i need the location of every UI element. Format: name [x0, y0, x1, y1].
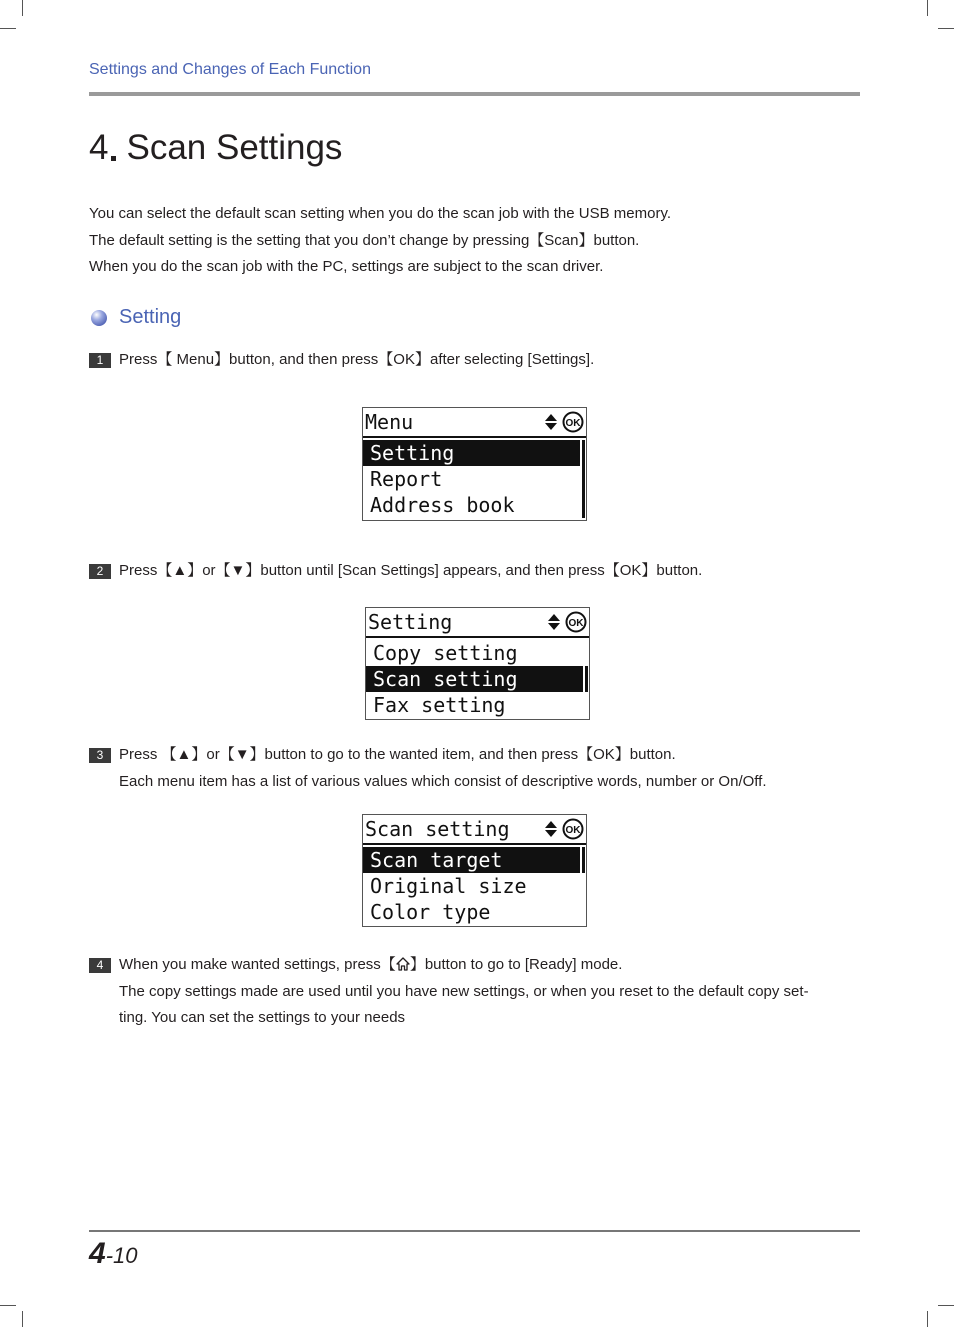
- step-text-part: When you make wanted settings, press【: [119, 956, 396, 973]
- step-number: 4: [89, 958, 111, 973]
- up-down-arrows-icon: [547, 613, 561, 631]
- lcd-item: Scan target: [363, 847, 580, 873]
- lcd-item: Address book: [370, 493, 515, 517]
- ok-label: OK: [565, 825, 581, 836]
- header-rule: [89, 92, 860, 96]
- lcd-title: [366, 608, 589, 638]
- step-2: [89, 558, 702, 585]
- step-text: The copy settings made are used until you have new settings, or when you reset to the default copy set-: [119, 982, 809, 1000]
- crop-mark: [22, 1311, 23, 1327]
- lcd-item: Report: [370, 467, 443, 491]
- lcd-scrollbar: [582, 847, 585, 873]
- ok-label: OK: [565, 418, 581, 429]
- sphere-bullet-icon: [91, 310, 107, 326]
- page-number: [89, 1237, 137, 1271]
- crop-mark: [0, 28, 16, 29]
- step-text: [119, 952, 809, 979]
- ok-button-icon: [562, 411, 584, 433]
- home-icon: [396, 957, 410, 971]
- step-number: 3: [89, 748, 111, 763]
- step-4: [89, 952, 809, 1032]
- ok-label: OK: [568, 618, 584, 629]
- step-text: Press【▲】or【▼】button until [Scan Settings] appears, and then press【OK】button.: [119, 562, 703, 579]
- crop-mark: [938, 28, 954, 29]
- lcd-screen-scan-setting: [362, 814, 587, 927]
- step-text-part: 】button to go to [Ready] mode.: [409, 956, 623, 973]
- ok-button-icon: [565, 611, 587, 633]
- crop-mark: [22, 0, 23, 16]
- lcd-item: Fax setting: [373, 693, 506, 717]
- title-dot: [111, 156, 116, 161]
- step-3: [89, 742, 767, 795]
- step-text: ting. You can set the settings to your needs: [119, 1009, 406, 1026]
- lcd-screen-setting: [365, 607, 590, 720]
- lcd-title-text: Setting: [368, 610, 453, 634]
- step-text: Each menu item has a list of various values which consist of descriptive words, number or On/Off.: [119, 772, 767, 790]
- section-heading: [91, 306, 181, 329]
- ok-button-icon: [562, 818, 584, 840]
- up-down-arrows-icon: [544, 820, 558, 838]
- page-index: -10: [105, 1243, 138, 1268]
- section-title: Setting: [119, 306, 182, 328]
- lcd-scrollbar: [582, 440, 585, 518]
- step-text: Press【 Menu】button, and then press【OK】after selecting [Settings].: [119, 351, 595, 368]
- lcd-title: [363, 408, 586, 438]
- footer-rule: [89, 1230, 860, 1232]
- lcd-item: Scan setting: [366, 666, 583, 692]
- step-text: Press 【▲】or【▼】button to go to the wanted item, and then press【OK】button.: [119, 746, 676, 763]
- crop-mark: [938, 1305, 954, 1306]
- step-number: 1: [89, 353, 111, 368]
- title-text: Scan Settings: [126, 128, 343, 167]
- lcd-title-text: Scan setting: [365, 817, 510, 841]
- running-header: Settings and Changes of Each Function: [89, 61, 371, 78]
- page-title: [89, 128, 342, 168]
- step-number: 2: [89, 564, 111, 579]
- lcd-item: Color type: [370, 900, 491, 924]
- intro-line: You can select the default scan setting when you do the scan job with the USB memory.: [89, 205, 672, 222]
- lcd-title: [363, 815, 586, 845]
- lcd-item: Setting: [363, 440, 580, 466]
- crop-mark: [927, 0, 928, 16]
- up-down-arrows-icon: [544, 413, 558, 431]
- lcd-item: Original size: [370, 874, 527, 898]
- step-1: [89, 347, 594, 374]
- lcd-screen-menu: [362, 407, 587, 521]
- intro-paragraph: [89, 201, 671, 281]
- lcd-item: Copy setting: [373, 641, 518, 665]
- intro-line: The default setting is the setting that you don’t change by pressing【Scan】button.: [89, 231, 640, 249]
- crop-mark: [0, 1305, 16, 1306]
- intro-line: When you do the scan job with the PC, settings are subject to the scan driver.: [89, 258, 604, 275]
- chapter-number: 4: [89, 128, 109, 167]
- lcd-title-text: Menu: [365, 410, 414, 434]
- page-chapter: 4: [89, 1237, 106, 1270]
- crop-mark: [927, 1311, 928, 1327]
- lcd-scrollbar: [585, 666, 588, 692]
